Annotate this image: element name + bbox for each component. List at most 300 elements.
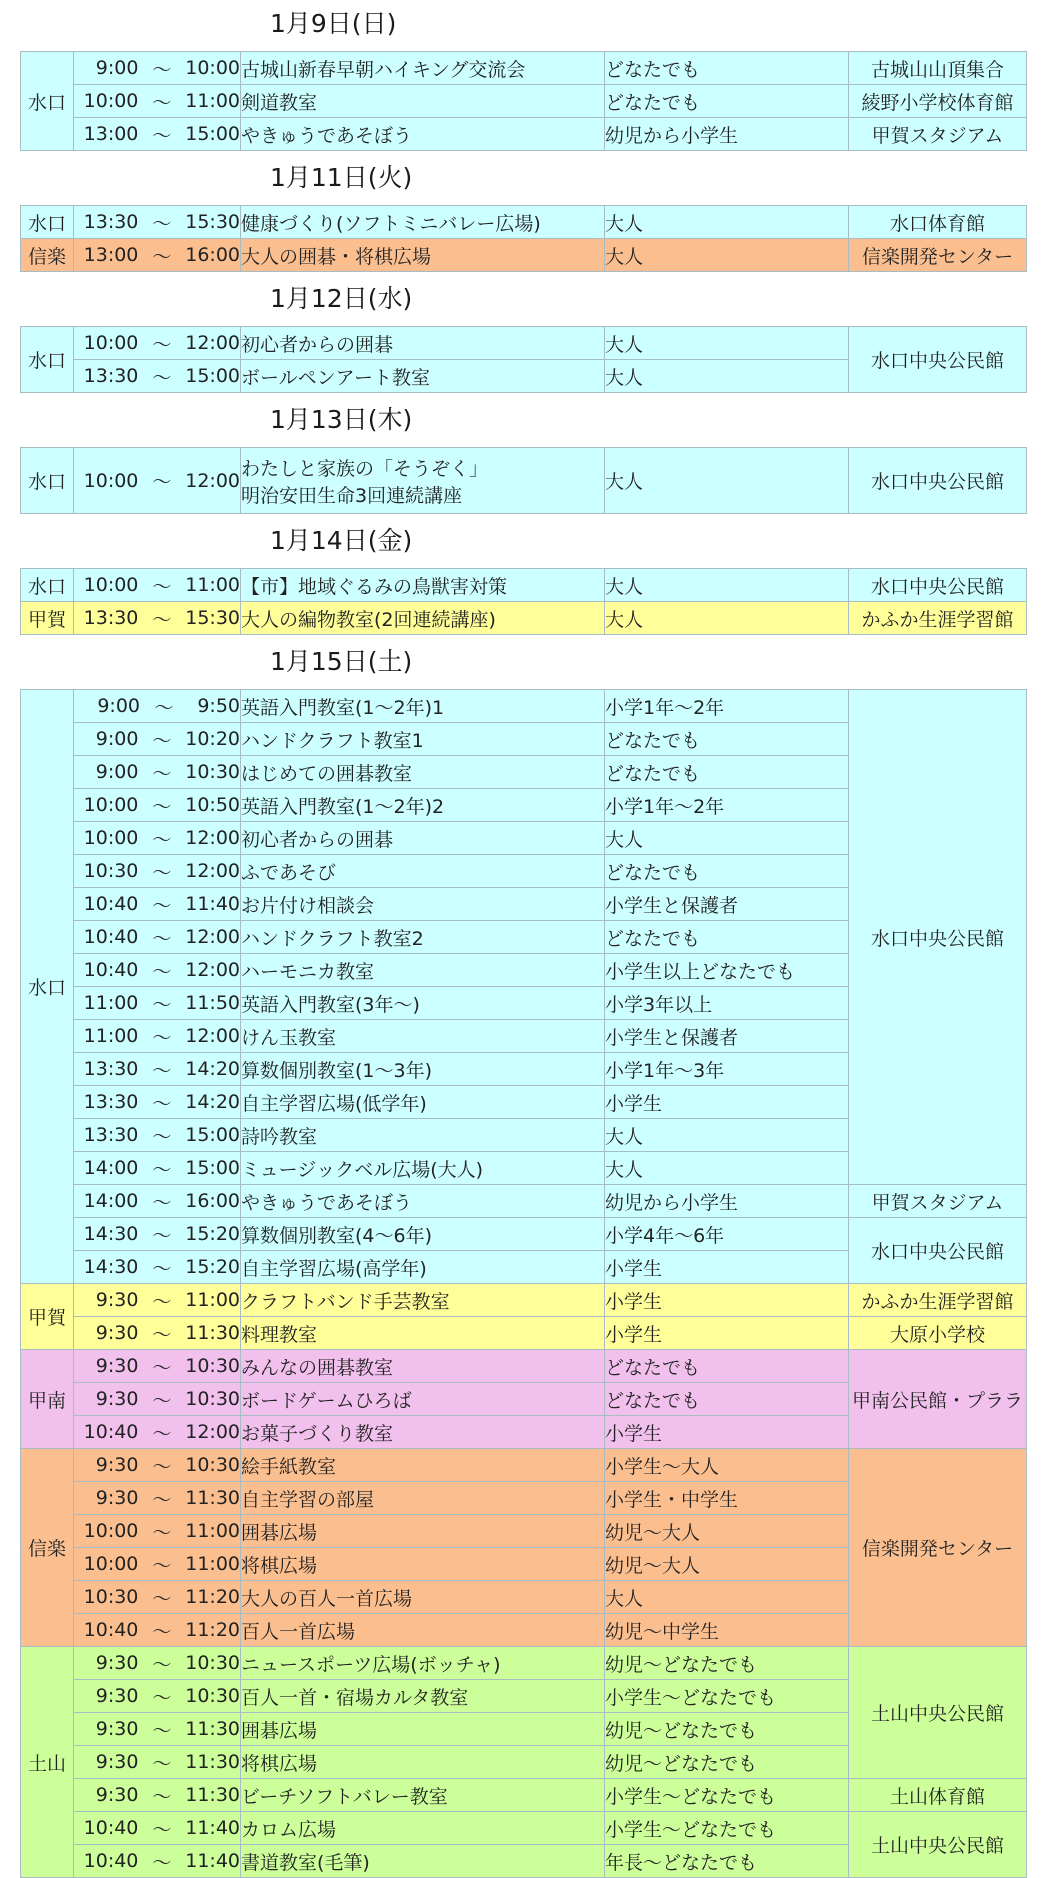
end-time: 10:50: [185, 794, 240, 816]
event-title-cell: [241, 1746, 605, 1779]
date-heading: 1月15日(土): [270, 647, 413, 676]
event-title: 英語入門教室(3年～): [241, 993, 420, 1016]
schedule-table: [20, 568, 1027, 635]
time-separator: ～: [152, 861, 172, 884]
end-time: 15:00: [185, 1157, 240, 1179]
date-heading: 1月14日(金): [270, 526, 413, 555]
table-row: [21, 448, 1027, 514]
event-title: 百人一首広場: [241, 1620, 356, 1643]
end-time: 12:00: [185, 926, 240, 948]
start-time: 10:40: [83, 1817, 139, 1839]
event-title: 【市】地域ぐるみの鳥獣害対策: [241, 575, 508, 598]
target-cell: 幼児～大人: [605, 1548, 849, 1581]
table-row: [21, 1812, 1027, 1845]
venue-cell: 綾野小学校体育館: [849, 85, 1027, 118]
event-title: お菓子づくり教室: [241, 1422, 394, 1445]
time-separator: ～: [152, 1653, 172, 1676]
event-title-cell: [241, 1515, 605, 1548]
end-time: 11:50: [185, 992, 240, 1014]
event-title: ボードゲームひろば: [241, 1389, 412, 1412]
end-time: 10:30: [185, 761, 240, 783]
start-time: 9:30: [95, 1388, 139, 1410]
time-cell: [74, 1185, 241, 1218]
event-title: 囲碁広場: [241, 1719, 318, 1742]
end-time: 16:00: [185, 244, 240, 266]
end-time: 14:20: [185, 1058, 240, 1080]
event-title: ニュースポーツ広場(ボッチャ): [241, 1653, 501, 1676]
event-title: 将棋広場: [241, 1752, 318, 1775]
target-cell: 大人: [605, 822, 849, 855]
start-time: 10:00: [83, 794, 139, 816]
area-cell: 土山: [21, 1647, 74, 1878]
time-cell: [74, 855, 241, 888]
event-title: 算数個別教室(4～6年): [241, 1224, 433, 1247]
target-cell: 小学生～どなたでも: [605, 1680, 849, 1713]
start-time: 9:00: [97, 695, 140, 717]
time-cell: [74, 1284, 241, 1317]
event-title: 健康づくり(ソフトミニバレー広場): [241, 212, 541, 235]
event-title-cell: [241, 118, 605, 151]
start-time: 10:00: [83, 1553, 139, 1575]
start-time: 13:30: [83, 1058, 139, 1080]
event-title: 大人の編物教室(2回連続講座): [241, 608, 496, 631]
event-title: 初心者からの囲碁: [241, 828, 394, 851]
event-title-cell: [241, 921, 605, 954]
start-time: 9:30: [95, 1454, 139, 1476]
event-title: 絵手紙教室: [241, 1455, 337, 1478]
end-time: 15:00: [185, 365, 240, 387]
start-time: 14:30: [83, 1223, 139, 1245]
event-title: 料理教室: [241, 1323, 318, 1346]
target-cell: 小学生: [605, 1416, 849, 1449]
end-time: 12:00: [185, 860, 240, 882]
event-title-cell: [241, 206, 605, 239]
start-time: 10:00: [83, 90, 139, 112]
end-time: 11:40: [185, 1817, 240, 1839]
schedule-table: [20, 447, 1027, 514]
table-row: [21, 239, 1027, 272]
time-cell: [74, 1614, 241, 1647]
event-title-cell: [241, 1812, 605, 1845]
area-cell: 甲南: [21, 1350, 74, 1449]
end-time: 11:40: [185, 893, 240, 915]
event-title: ビーチソフトバレー教室: [241, 1785, 448, 1808]
start-time: 10:40: [83, 1850, 139, 1872]
target-cell: 小学生以上どなたでも: [605, 954, 849, 987]
start-time: 10:00: [83, 332, 139, 354]
start-time: 13:30: [83, 1124, 139, 1146]
event-title-cell: [241, 855, 605, 888]
start-time: 10:00: [83, 1520, 139, 1542]
start-time: 14:00: [83, 1157, 139, 1179]
time-cell: [74, 954, 241, 987]
schedule-table: [20, 205, 1027, 272]
table-row: [21, 327, 1027, 360]
start-time: 10:30: [83, 1586, 139, 1608]
table-row: [21, 1449, 1027, 1482]
event-title: 大人の百人一首広場: [241, 1587, 413, 1610]
event-title-cell: [241, 1548, 605, 1581]
start-time: 13:30: [83, 607, 139, 629]
time-separator: ～: [152, 1752, 172, 1775]
time-separator: ～: [152, 1257, 172, 1280]
time-separator: ～: [152, 1521, 172, 1544]
end-time: 11:00: [185, 90, 240, 112]
schedule-table: [20, 689, 1027, 1878]
target-cell: 小学3年以上: [605, 987, 849, 1020]
event-title: 算数個別教室(1～3年): [241, 1059, 433, 1082]
target-cell: 大人: [605, 206, 849, 239]
start-time: 14:30: [83, 1256, 139, 1278]
start-time: 9:00: [95, 761, 139, 783]
end-time: 11:30: [185, 1784, 240, 1806]
time-cell: [74, 1449, 241, 1482]
time-cell: [74, 921, 241, 954]
end-time: 10:30: [185, 1652, 240, 1674]
event-title: わたしと家族の「そうぞく」: [241, 457, 489, 480]
start-time: 11:00: [83, 1025, 139, 1047]
target-cell: 小学生: [605, 1284, 849, 1317]
venue-cell: 土山中央公民館: [849, 1647, 1027, 1779]
end-time: 11:20: [185, 1586, 240, 1608]
time-separator: ～: [152, 1323, 172, 1346]
event-title: みんなの囲碁教室: [241, 1356, 394, 1379]
time-separator: ～: [152, 245, 172, 268]
time-separator: ～: [152, 124, 172, 147]
time-cell: [74, 1779, 241, 1812]
time-cell: [74, 1416, 241, 1449]
event-title: やきゅうであそぼう: [241, 1191, 413, 1214]
target-cell: 大人: [605, 327, 849, 360]
time-separator: ～: [152, 1851, 172, 1874]
event-title-cell: [241, 1845, 605, 1878]
event-title-cell: [241, 690, 605, 723]
time-cell: [74, 1020, 241, 1053]
start-time: 9:30: [95, 1751, 139, 1773]
table-row: [21, 1779, 1027, 1812]
time-separator: ～: [152, 927, 172, 950]
start-time: 9:30: [95, 1487, 139, 1509]
event-title: ふであそび: [241, 861, 337, 884]
schedule-table: [20, 326, 1027, 393]
time-cell: [74, 1680, 241, 1713]
time-cell: [74, 118, 241, 151]
event-title-cell: [241, 954, 605, 987]
area-cell: 水口: [21, 52, 74, 151]
target-cell: 幼児～どなたでも: [605, 1647, 849, 1680]
time-separator: ～: [152, 1455, 172, 1478]
event-title: はじめての囲碁教室: [241, 762, 413, 785]
time-cell: [74, 52, 241, 85]
venue-cell: 水口中央公民館: [849, 448, 1027, 514]
event-title: 剣道教室: [241, 91, 318, 114]
event-title-cell: [241, 1383, 605, 1416]
end-time: 11:00: [185, 1553, 240, 1575]
event-title-cell: [241, 448, 605, 514]
time-cell: [74, 85, 241, 118]
time-cell: [74, 206, 241, 239]
end-time: 10:20: [185, 728, 240, 750]
time-separator: ～: [152, 91, 172, 114]
venue-cell: 信楽開発センター: [849, 1449, 1027, 1647]
time-cell: [74, 987, 241, 1020]
time-separator: ～: [154, 696, 174, 719]
start-time: 9:30: [95, 1784, 139, 1806]
event-title: 自主学習広場(高学年): [241, 1257, 427, 1280]
area-cell: 水口: [21, 690, 74, 1284]
event-title-cell: [241, 1218, 605, 1251]
end-time: 11:00: [185, 1520, 240, 1542]
event-title: カロム広場: [241, 1818, 337, 1841]
time-separator: ～: [152, 762, 172, 785]
time-cell: [74, 1515, 241, 1548]
end-time: 11:00: [185, 1289, 240, 1311]
start-time: 10:40: [83, 893, 139, 915]
event-title: ボールペンアート教室: [241, 366, 431, 389]
target-cell: 幼児～中学生: [605, 1614, 849, 1647]
target-cell: 大人: [605, 360, 849, 393]
table-row: [21, 1350, 1027, 1383]
time-separator: ～: [152, 58, 172, 81]
target-cell: 年長～どなたでも: [605, 1845, 849, 1878]
area-cell: 水口: [21, 327, 74, 393]
time-cell: [74, 690, 241, 723]
event-title-cell: [241, 1482, 605, 1515]
time-separator: ～: [152, 1158, 172, 1181]
event-title: 明治安田生命3回連続講座: [241, 484, 463, 507]
event-title: お片付け相談会: [241, 894, 375, 917]
start-time: 9:30: [95, 1322, 139, 1344]
event-title-cell: [241, 1086, 605, 1119]
event-title: ハーモニカ教室: [241, 960, 375, 983]
event-title-cell: [241, 1647, 605, 1680]
event-title: 書道教室(毛筆): [241, 1851, 370, 1874]
target-cell: 小学生～大人: [605, 1449, 849, 1482]
time-cell: [74, 1548, 241, 1581]
time-cell: [74, 1647, 241, 1680]
date-heading: 1月11日(火): [270, 163, 413, 192]
target-cell: 小学生・中学生: [605, 1482, 849, 1515]
start-time: 10:40: [83, 1421, 139, 1443]
table-row: [21, 1218, 1027, 1251]
target-cell: 幼児～大人: [605, 1515, 849, 1548]
time-cell: [74, 1812, 241, 1845]
end-time: 14:20: [185, 1091, 240, 1113]
time-separator: ～: [152, 1620, 172, 1643]
end-time: 15:30: [185, 211, 240, 233]
time-cell: [74, 569, 241, 602]
area-cell: 甲賀: [21, 602, 74, 635]
time-separator: ～: [152, 366, 172, 389]
table-row: [21, 690, 1027, 723]
time-cell: [74, 602, 241, 635]
time-separator: ～: [152, 1587, 172, 1610]
target-cell: どなたでも: [605, 723, 849, 756]
time-cell: [74, 1383, 241, 1416]
time-separator: ～: [152, 212, 172, 235]
start-time: 10:40: [83, 926, 139, 948]
time-cell: [74, 756, 241, 789]
target-cell: 大人: [605, 239, 849, 272]
target-cell: 幼児から小学生: [605, 118, 849, 151]
start-time: 10:00: [83, 827, 139, 849]
target-cell: 小学4年～6年: [605, 1218, 849, 1251]
time-cell: [74, 1086, 241, 1119]
venue-cell: 古城山山頂集合: [849, 52, 1027, 85]
target-cell: どなたでも: [605, 1383, 849, 1416]
event-title: 詩吟教室: [241, 1125, 318, 1148]
target-cell: どなたでも: [605, 85, 849, 118]
start-time: 10:00: [83, 574, 139, 596]
end-time: 10:00: [185, 57, 240, 79]
time-cell: [74, 1251, 241, 1284]
area-cell: 甲賀: [21, 1284, 74, 1350]
time-cell: [74, 1581, 241, 1614]
event-title: ミュージックベル広場(大人): [241, 1158, 484, 1181]
start-time: 9:00: [95, 728, 139, 750]
target-cell: どなたでも: [605, 756, 849, 789]
time-separator: ～: [152, 1719, 172, 1742]
target-cell: 小学生～どなたでも: [605, 1779, 849, 1812]
end-time: 16:00: [185, 1190, 240, 1212]
event-title-cell: [241, 85, 605, 118]
time-separator: ～: [152, 1125, 172, 1148]
table-row: [21, 602, 1027, 635]
end-time: 11:00: [185, 574, 240, 596]
venue-cell: 大原小学校: [849, 1317, 1027, 1350]
event-title: 初心者からの囲碁: [241, 333, 394, 356]
event-title: ハンドクラフト教室1: [241, 729, 424, 752]
area-cell: 信楽: [21, 239, 74, 272]
event-title-cell: [241, 1779, 605, 1812]
event-title-cell: [241, 1119, 605, 1152]
time-separator: ～: [152, 1488, 172, 1511]
event-title: 大人の囲碁・将棋広場: [241, 245, 432, 268]
target-cell: 大人: [605, 1152, 849, 1185]
start-time: 9:30: [95, 1718, 139, 1740]
end-time: 12:00: [185, 827, 240, 849]
end-time: 10:30: [185, 1355, 240, 1377]
time-cell: [74, 448, 241, 514]
time-separator: ～: [152, 1686, 172, 1709]
event-title-cell: [241, 1317, 605, 1350]
time-separator: ～: [152, 1554, 172, 1577]
target-cell: 大人: [605, 448, 849, 514]
table-row: [21, 1185, 1027, 1218]
time-separator: ～: [152, 575, 172, 598]
target-cell: 小学1年～3年: [605, 1053, 849, 1086]
date-heading: 1月9日(日): [270, 9, 397, 38]
table-row: [21, 569, 1027, 602]
venue-cell: 甲賀スタジアム: [849, 1185, 1027, 1218]
time-separator: ～: [152, 960, 172, 983]
event-title-cell: [241, 1251, 605, 1284]
target-cell: 大人: [605, 1581, 849, 1614]
target-cell: 小学生: [605, 1317, 849, 1350]
venue-cell: かふか生涯学習館: [849, 1284, 1027, 1317]
end-time: 12:00: [185, 959, 240, 981]
event-title: 将棋広場: [241, 1554, 318, 1577]
target-cell: 小学1年～2年: [605, 789, 849, 822]
start-time: 10:30: [83, 860, 139, 882]
venue-cell: 水口中央公民館: [849, 327, 1027, 393]
end-time: 10:30: [185, 1685, 240, 1707]
event-title: 英語入門教室(1～2年)1: [241, 696, 445, 719]
target-cell: 小学生～どなたでも: [605, 1812, 849, 1845]
time-cell: [74, 1152, 241, 1185]
venue-cell: 甲南公民館・プララ: [849, 1350, 1027, 1449]
event-title-cell: [241, 239, 605, 272]
event-title: やきゅうであそぼう: [241, 124, 413, 147]
start-time: 13:00: [83, 123, 139, 145]
event-title-cell: [241, 327, 605, 360]
time-cell: [74, 1350, 241, 1383]
time-cell: [74, 1713, 241, 1746]
event-title-cell: [241, 1614, 605, 1647]
venue-cell: 水口中央公民館: [849, 1218, 1027, 1284]
target-cell: どなたでも: [605, 1350, 849, 1383]
venue-cell: 水口中央公民館: [849, 569, 1027, 602]
area-cell: 信楽: [21, 1449, 74, 1647]
time-cell: [74, 1746, 241, 1779]
target-cell: 小学生: [605, 1251, 849, 1284]
venue-cell: 水口体育館: [849, 206, 1027, 239]
event-title-cell: [241, 1449, 605, 1482]
table-row: [21, 118, 1027, 151]
end-time: 11:30: [185, 1487, 240, 1509]
start-time: 13:30: [83, 365, 139, 387]
venue-cell: 甲賀スタジアム: [849, 118, 1027, 151]
end-time: 12:00: [185, 332, 240, 354]
time-cell: [74, 888, 241, 921]
start-time: 10:00: [83, 469, 139, 492]
end-time: 11:30: [185, 1718, 240, 1740]
start-time: 10:40: [83, 959, 139, 981]
time-separator: ～: [152, 1818, 172, 1841]
time-separator: ～: [152, 1356, 172, 1379]
schedule-table: [20, 51, 1027, 151]
event-title-cell: [241, 888, 605, 921]
end-time: 10:30: [185, 1454, 240, 1476]
target-cell: 幼児から小学生: [605, 1185, 849, 1218]
time-separator: ～: [152, 894, 172, 917]
start-time: 13:30: [83, 211, 139, 233]
target-cell: どなたでも: [605, 855, 849, 888]
time-separator: ～: [152, 1092, 172, 1115]
time-separator: ～: [152, 1191, 172, 1214]
end-time: 15:00: [185, 123, 240, 145]
time-separator: ～: [152, 795, 172, 818]
end-time: 15:00: [185, 1124, 240, 1146]
table-row: [21, 1284, 1027, 1317]
event-title-cell: [241, 569, 605, 602]
time-cell: [74, 1482, 241, 1515]
event-title-cell: [241, 1152, 605, 1185]
venue-cell: 土山中央公民館: [849, 1812, 1027, 1878]
time-separator: ～: [152, 729, 172, 752]
end-time: 15:20: [185, 1223, 240, 1245]
target-cell: 小学生と保護者: [605, 888, 849, 921]
event-title-cell: [241, 1713, 605, 1746]
event-title-cell: [241, 822, 605, 855]
venue-cell: 水口中央公民館: [849, 690, 1027, 1185]
time-cell: [74, 360, 241, 393]
time-separator: ～: [152, 1785, 172, 1808]
date-heading: 1月12日(水): [270, 284, 413, 313]
target-cell: 幼児～どなたでも: [605, 1746, 849, 1779]
event-title: 自主学習広場(低学年): [241, 1092, 427, 1115]
event-title: けん玉教室: [241, 1026, 337, 1049]
